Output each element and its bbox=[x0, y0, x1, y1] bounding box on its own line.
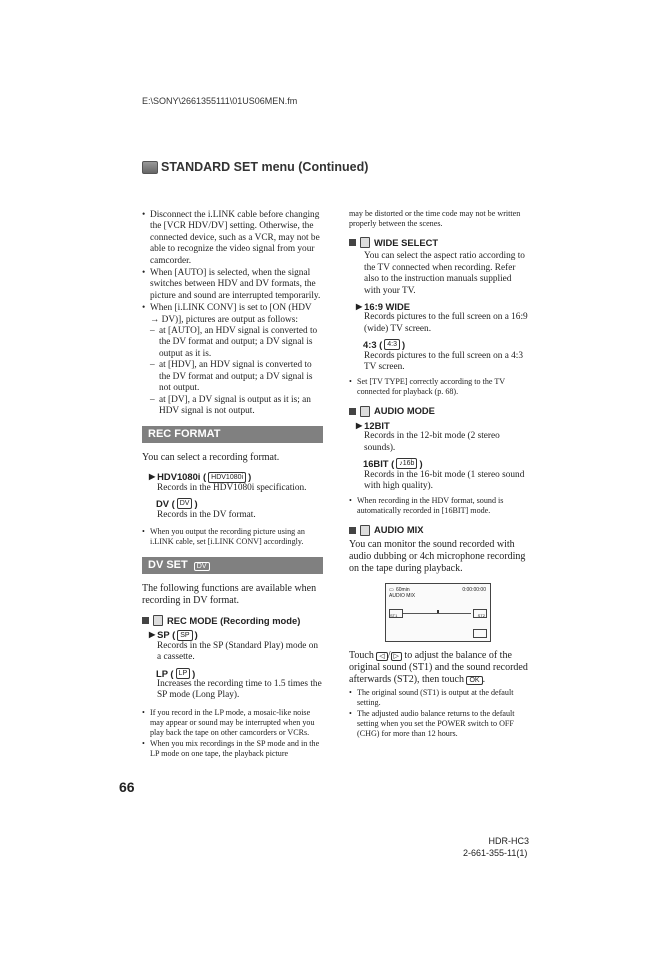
option-desc: Records in the 12-bit mode (2 stereo sounds). bbox=[364, 431, 500, 453]
option-dv: DV ( DV ) bbox=[156, 498, 198, 510]
dv-icon: DV bbox=[194, 562, 210, 571]
list-item: • When recording in the HDV format, sound is automatically recorded in [16BIT] mode. bbox=[349, 496, 530, 516]
option-sp: ▶ SP ( SP ) bbox=[149, 629, 198, 641]
square-bullet-icon bbox=[142, 617, 149, 624]
rec-format-heading: REC FORMAT bbox=[142, 426, 323, 443]
square-bullet-icon bbox=[349, 239, 356, 246]
left-column bbox=[142, 210, 323, 760]
slider-marker bbox=[437, 610, 439, 613]
option-lp: LP ( LP ) bbox=[156, 667, 196, 679]
audio-mode-heading: AUDIO MODE bbox=[349, 405, 530, 416]
list-item: • When [i.LINK CONV] is set to [ON (HDV → DV)], pictures are output as follows: – at [AUTO], an HDV signal is converted to the DV format and output; a DV signal is output as it is. – at [HDV], an HDV signal is converted to the DV format and output; a DV signal is not output. – at [DV], a DV signal is output as it is; an HDV signal is not output. bbox=[142, 303, 323, 417]
option-desc: Records in the DV format. bbox=[157, 509, 256, 520]
option-4-3: 4:3 ( 4:3 ) bbox=[363, 339, 406, 351]
aspect-4-3-icon: 4:3 bbox=[384, 339, 400, 350]
document-code: 2-661-355-11(1) bbox=[463, 848, 528, 858]
st1-icon: ◁ bbox=[376, 652, 387, 661]
hdv1080i-icon: HDV1080i bbox=[208, 472, 246, 483]
option-12bit: ▶ 12BIT bbox=[356, 419, 390, 431]
option-16-9-wide: ▶ 16:9 WIDE bbox=[356, 301, 411, 313]
section-title-text: STANDARD SET menu (Continued) bbox=[161, 160, 369, 174]
toolbox-icon bbox=[142, 161, 158, 174]
option-16bit: 16BIT ( ♪16b ) bbox=[363, 458, 423, 470]
list-item: – at [DV], a DV signal is output as it is; an HDV signal is not output. bbox=[150, 395, 323, 418]
option-desc: Records in the 16-bit mode (1 stereo sound with high quality). bbox=[364, 469, 525, 491]
list-item: • If you record in the LP mode, a mosaic-like noise may appear or sound may be interrupted when you play back the tape on other camcorders or VCRs. bbox=[142, 708, 323, 738]
dv-set-heading: DV SET DV bbox=[142, 557, 323, 574]
list-item: – at [HDV], an HDV signal is converted to the DV format and output; a DV signal is not output. bbox=[150, 360, 323, 394]
lp-icon: LP bbox=[176, 668, 191, 679]
section-title bbox=[142, 160, 368, 174]
wide-desc: You can select the aspect ratio according to the TV connected when recording. Refer also to the instruction manuals supplied with your TV. bbox=[364, 251, 525, 296]
option-desc: Records pictures to the full screen on a 4:3 TV screen. bbox=[364, 350, 524, 373]
sp-icon: SP bbox=[177, 630, 192, 641]
option-desc: Records in the HDV1080i specification. bbox=[157, 482, 307, 493]
list-item: • Disconnect the i.LINK cable before changing the [VCR HDV/DV] setting. Otherwise, the connected device, such as a VCR, may not be able to recognize the video signal from your camcorder. bbox=[142, 210, 323, 267]
option-hdv1080i: ▶ HDV1080i ( HDV1080i ) bbox=[149, 471, 252, 483]
memory-menu-icon bbox=[153, 615, 163, 626]
battery-icon: ▭ bbox=[389, 586, 394, 593]
option-desc: Records pictures to the full screen on a 16:9 (wide) TV screen. bbox=[364, 312, 528, 334]
selected-arrow-icon: ▶ bbox=[356, 420, 363, 430]
rec-format-lead: You can select a recording format. bbox=[142, 452, 280, 464]
list-item: • When you output the recording picture using an i.LINK cable, set [i.LINK CONV] accordingly. bbox=[142, 527, 323, 547]
square-bullet-icon bbox=[349, 408, 356, 415]
memory-menu-icon bbox=[360, 406, 370, 417]
list-item: • The adjusted audio balance returns to the default setting when you set the POWER switch to OFF (CHG) for more than 12 hours. bbox=[349, 709, 530, 739]
audio-mix-instructions: Touch ◁ / ▷ to adjust the balance of the original sound (ST1) and the sound recorded afterwards (ST2), then touch OK . bbox=[349, 649, 528, 685]
16bit-icon: ♪16b bbox=[396, 458, 417, 469]
audio-mix-heading: AUDIO MIX bbox=[349, 524, 530, 535]
list-item: – at [AUTO], an HDV signal is converted to the DV format and output; a DV signal is output as it is. bbox=[150, 326, 323, 360]
selected-arrow-icon: ▶ bbox=[356, 302, 363, 312]
list-item: • When [AUTO] is selected, when the signal switches between HDV and DV formats, the picture and sound are interrupted temporarily. bbox=[142, 268, 323, 302]
dv-set-lead: The following functions are available when recording in DV format. bbox=[142, 582, 317, 606]
model-number: HDR-HC3 bbox=[488, 836, 529, 846]
wide-select-heading: WIDE SELECT bbox=[349, 237, 530, 248]
memory-menu-icon bbox=[360, 237, 370, 248]
memory-menu-icon bbox=[360, 525, 370, 536]
square-bullet-icon bbox=[349, 527, 356, 534]
continued-text: may be distorted or the time code may not be written properly between the scenes. bbox=[349, 209, 521, 228]
balance-slider[interactable] bbox=[403, 613, 471, 614]
audio-mix-desc: You can monitor the sound recorded with audio dubbing or 4ch microphone recording on the tape during playback. bbox=[349, 538, 526, 574]
st2-icon: ▷ bbox=[391, 652, 402, 661]
list-item: • Set [TV TYPE] correctly according to the TV connected for playback (p. 68). bbox=[349, 377, 530, 397]
audio-mix-screen: ▭ 60min 0:00:00:00 AUDIO MIX ST1 ST2 bbox=[385, 583, 491, 642]
file-path: E:\SONY\2661355111\01US06MEN.fm bbox=[142, 96, 298, 106]
rec-mode-heading: REC MODE (Recording mode) bbox=[142, 615, 323, 626]
list-item: • The original sound (ST1) is output at the default setting. bbox=[349, 688, 530, 708]
return-button[interactable] bbox=[473, 629, 487, 638]
ok-icon: OK bbox=[466, 676, 482, 685]
list-item: • When you mix recordings in the SP mode and in the LP mode on one tape, the playback picture bbox=[142, 739, 323, 759]
selected-arrow-icon: ▶ bbox=[149, 630, 156, 640]
option-desc: Records in the SP (Standard Play) mode on a cassette. bbox=[157, 640, 319, 663]
dv-icon: DV bbox=[177, 498, 193, 509]
selected-arrow-icon: ▶ bbox=[149, 472, 156, 482]
right-column bbox=[349, 209, 530, 740]
option-desc: Increases the recording time to 1.5 times the SP mode (Long Play). bbox=[157, 678, 322, 701]
page-number: 66 bbox=[119, 779, 135, 795]
